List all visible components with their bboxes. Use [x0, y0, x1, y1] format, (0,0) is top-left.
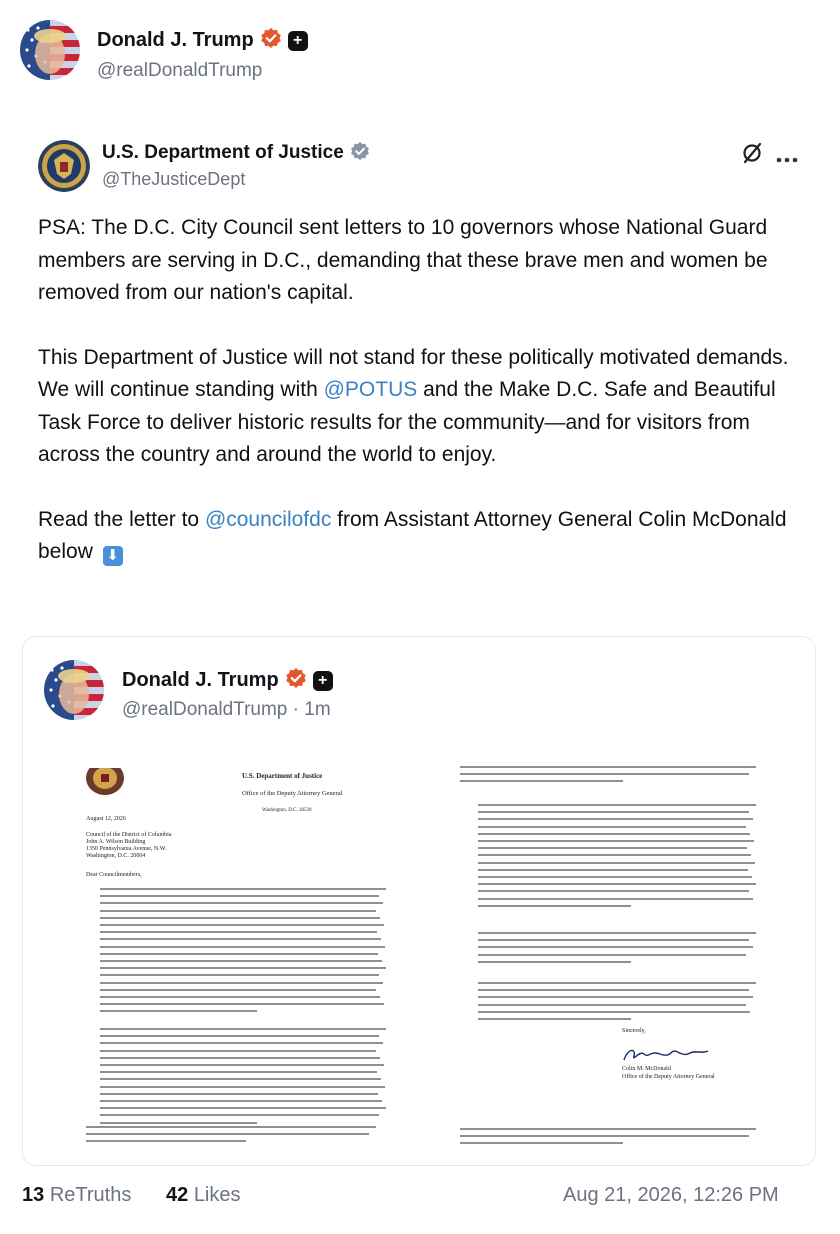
post-body	[38, 212, 808, 569]
letter-text-line	[100, 1122, 257, 1124]
letter-text-line	[478, 811, 749, 813]
letter-text-line	[100, 1100, 382, 1102]
letter-text-line	[478, 996, 753, 998]
mention-link[interactable]: @POTUS	[323, 378, 418, 401]
letter-text-line	[100, 1107, 386, 1109]
letterhead-org: U.S. Department of Justice	[242, 772, 323, 780]
letter-text-line	[86, 1133, 369, 1135]
letter-text-line	[86, 1140, 246, 1142]
letter-address-1: Council of the District of Columbia	[86, 832, 172, 838]
letter-text-line	[100, 1071, 377, 1073]
letter-address-2: John A. Wilson Building	[86, 839, 146, 845]
letter-text-line	[460, 780, 623, 782]
retruths-stat[interactable]	[22, 1184, 131, 1207]
doj-name-row	[102, 141, 370, 167]
letter-text-line	[478, 1004, 746, 1006]
letter-text-line	[460, 773, 749, 775]
letter-text-line	[478, 989, 749, 991]
letter-text-line	[478, 946, 753, 948]
letter-page-2[interactable]	[452, 760, 770, 1148]
letter-text-line	[100, 888, 386, 890]
letterhead-office: Office of the Deputy Attorney General	[242, 790, 343, 797]
letter-text-line	[100, 996, 380, 998]
letter-text-line	[100, 1010, 257, 1012]
letter-text-line	[460, 1135, 749, 1137]
letter-text-line	[478, 876, 752, 878]
doj-seal-icon	[85, 768, 125, 796]
letter-text-line	[100, 1050, 376, 1052]
letter-text-line	[100, 902, 383, 904]
letter-text-line	[100, 960, 382, 962]
letter-text-line	[478, 932, 756, 934]
letter-text-line	[100, 1042, 383, 1044]
letter-text-line	[478, 833, 750, 835]
letter-text-line	[100, 1003, 384, 1005]
letter-text-line	[478, 854, 751, 856]
quoted-time[interactable]: · 1m	[292, 699, 331, 720]
likes-label: Likes	[193, 1184, 241, 1206]
verified-badge-icon	[260, 27, 282, 55]
letter-address-3: 1350 Pennsylvania Avenue, N.W.	[86, 846, 167, 852]
likes-count: 42	[166, 1184, 189, 1206]
letter-text-line	[100, 1114, 379, 1116]
letter-text-line	[100, 1086, 385, 1088]
letter-text-line	[100, 946, 385, 948]
letter-text-line	[100, 974, 379, 976]
quoted-name-row	[122, 667, 333, 695]
mention-link[interactable]: @councilofdc	[204, 507, 332, 531]
letter-text-line	[100, 1078, 381, 1080]
more-icon[interactable]	[776, 150, 798, 156]
letter-text-line	[100, 967, 386, 969]
text-span: This Department of Justice will not stand for these politically motivated demands. We will continue standing with	[38, 345, 789, 401]
letter-text-line	[100, 910, 376, 912]
author-name-row	[97, 27, 308, 55]
letter-text-line	[460, 1128, 756, 1130]
likes-stat[interactable]	[166, 1184, 241, 1207]
letter-text-line	[100, 953, 378, 955]
letter-date: August 12, 2026	[86, 816, 126, 822]
letter-text-line	[478, 818, 753, 820]
author-handle[interactable]: @realDonaldTrump	[97, 60, 263, 81]
post-paragraph: PSA: The D.C. City Council sent letters to 10 governors whose National Guard members are serving in D.C., demanding that these brave men and women be removed from our nation's capital.	[38, 216, 768, 304]
letter-text-line	[460, 1142, 623, 1144]
letter-text-line	[86, 1126, 376, 1128]
post-timestamp[interactable]: Aug 21, 2026, 12:26 PM	[563, 1184, 779, 1206]
verified-badge-icon	[285, 667, 307, 695]
slash-circle-icon[interactable]	[740, 141, 764, 165]
letter-text-line	[100, 1057, 380, 1059]
plus-badge-icon: +	[288, 31, 308, 51]
letter-closing: Sincerely,	[622, 1028, 646, 1034]
letter-text-line	[478, 869, 748, 871]
quoted-name[interactable]: Donald J. Trump	[122, 669, 279, 691]
letterhead-place: Washington, D.C. 20530	[262, 808, 312, 813]
text-span: Read the letter to	[38, 507, 205, 531]
letter-address-4: Washington, D.C. 20004	[86, 853, 146, 859]
doj-name[interactable]: U.S. Department of Justice	[102, 142, 344, 163]
letter-text-line	[100, 982, 383, 984]
letter-text-line	[478, 939, 749, 941]
doj-avatar[interactable]	[38, 140, 90, 192]
letter-text-line	[100, 931, 377, 933]
author-name[interactable]: Donald J. Trump	[97, 29, 254, 51]
letter-text-line	[100, 1035, 379, 1037]
letter-text-line	[100, 1028, 386, 1030]
post-paragraph	[38, 504, 808, 569]
verified-badge-gray-icon	[350, 141, 370, 167]
quoted-handle[interactable]: @realDonaldTrump	[122, 699, 288, 720]
letter-text-line	[100, 938, 381, 940]
letter-text-line	[478, 840, 754, 842]
letter-text-line	[460, 766, 756, 768]
text-span: from Assistant Attorney General Colin McDonald below	[38, 507, 787, 563]
letter-text-line	[100, 895, 379, 897]
letter-signer: Colin M. McDonald	[622, 1066, 671, 1072]
post-paragraph	[38, 342, 808, 472]
signature-icon	[620, 1044, 710, 1066]
letter-text-line	[100, 917, 380, 919]
letter-text-line	[100, 1064, 384, 1066]
letter-text-line	[478, 961, 631, 963]
quoted-avatar[interactable]	[44, 660, 104, 720]
letter-text-line	[478, 905, 631, 907]
retruths-label: ReTruths	[49, 1184, 132, 1206]
down-arrow-icon: ⬇	[103, 546, 123, 566]
letter-page-1[interactable]	[78, 760, 396, 1148]
doj-handle[interactable]: @TheJusticeDept	[102, 169, 246, 189]
letter-signer-title: Office of the Deputy Attorney General	[622, 1074, 715, 1080]
letter-text-line	[478, 862, 755, 864]
letter-text-line	[478, 898, 753, 900]
text-span: and the Make D.C. Safe and Beautiful Task Force to deliver historic results for the community—and for visitors from across the country and around the world to enjoy.	[38, 378, 776, 466]
letter-text-line	[478, 1011, 750, 1013]
letter-salutation: Dear Councilmembers,	[86, 872, 142, 878]
letter-text-line	[100, 924, 384, 926]
letter-text-line	[478, 883, 756, 885]
letter-text-line	[100, 989, 376, 991]
quoted-handle-row	[122, 699, 331, 721]
retruths-count: 13	[22, 1184, 45, 1206]
letter-text-line	[478, 804, 756, 806]
letter-text-line	[478, 954, 746, 956]
letter-text-line	[478, 1018, 631, 1020]
letter-text-line	[478, 982, 756, 984]
letter-text-line	[478, 847, 747, 849]
author-avatar[interactable]	[20, 20, 80, 80]
letter-text-line	[478, 890, 749, 892]
letter-text-line	[478, 826, 746, 828]
plus-badge-icon: +	[313, 671, 333, 691]
letter-text-line	[100, 1093, 378, 1095]
